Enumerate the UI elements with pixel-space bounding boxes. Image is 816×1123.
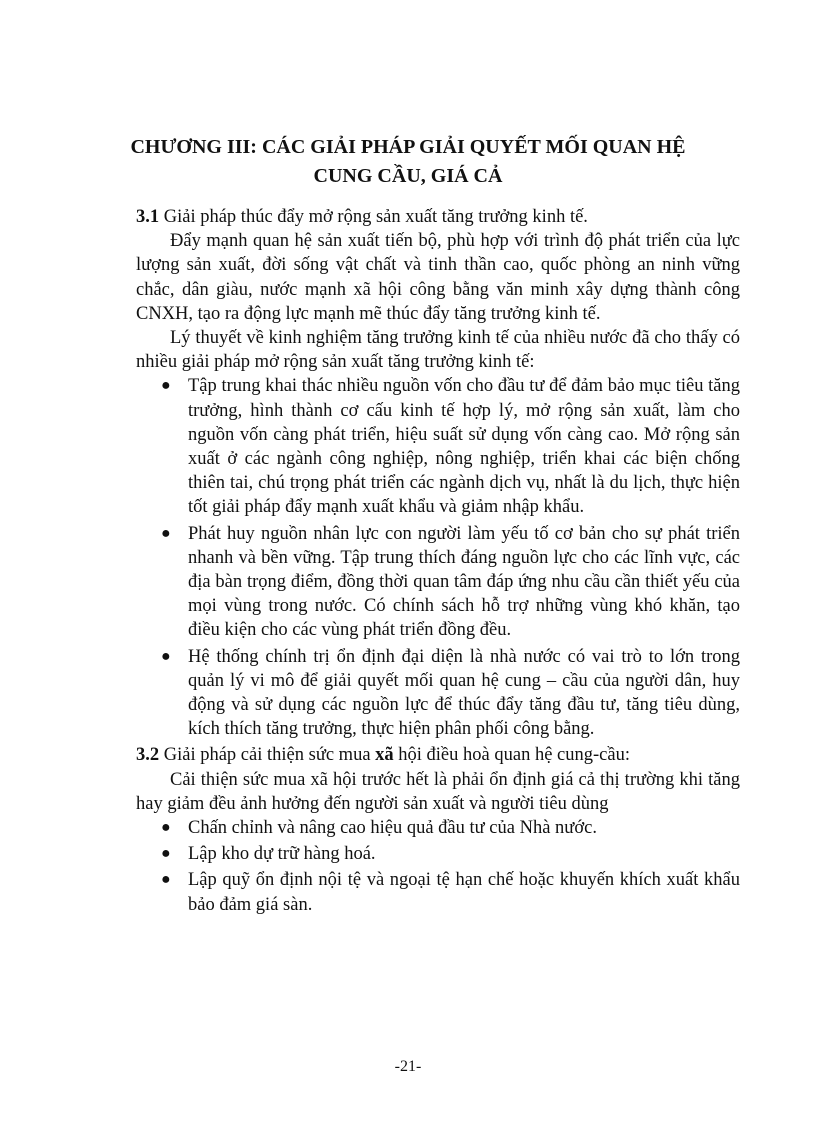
paragraph: Đẩy mạnh quan hệ sản xuất tiến bộ, phù hợp với trình độ phát triển của lực lượng sản xuất, đời sống vật chất và tinh thần cao, quốc phòng an ninh vững chắc, dân giàu, nước mạnh xã hội công bằng văn minh xây dựng thành công CNXH, tạo ra động lực mạnh mẽ thúc đẩy tăng trưởng kinh tế.	[136, 231, 740, 324]
section-number: 3.1	[136, 207, 160, 227]
list-item	[161, 842, 740, 866]
bullet-dot-icon: ●	[161, 819, 171, 837]
list-item-text: Lập kho dự trữ hàng hoá.	[188, 844, 376, 865]
list-item-text: Hệ thống chính trị ổn định đại diện là nhà nước có vai trò to lớn trong quản lý vi mô để giải quyết mối quan hệ cung – cầu của người dân, huy động và sử dụng các nguồn lực để thúc đẩy tăng đầu tư, tăng tiêu dùng, kích thích tăng trưởng, thực hiện phân phối công bằng.	[188, 646, 740, 740]
bullet-dot-icon: ●	[161, 524, 171, 542]
page-number: -21-	[394, 1058, 422, 1075]
section-heading-text: Giải pháp thúc đẩy mở rộng sản xuất tăng trưởng kinh tế.	[159, 207, 588, 227]
list-item-text: Chấn chỉnh và nâng cao hiệu quả đầu tư của Nhà nước.	[188, 818, 597, 839]
section-heading-bold-word: xã	[375, 745, 394, 766]
list-item	[161, 645, 740, 742]
list-item	[161, 816, 740, 840]
bullet-dot-icon: ●	[161, 871, 171, 889]
paragraph: Cải thiện sức mua xã hội trước hết là phải ổn định giá cả thị trường khi tăng hay giảm đều ảnh hưởng đến người sản xuất và người tiêu dùng	[136, 769, 740, 814]
bullet-dot-icon: ●	[161, 647, 171, 665]
section-heading-text: Giải pháp cải thiện sức mua	[159, 745, 376, 766]
list-item	[161, 868, 740, 916]
document-body	[136, 205, 740, 919]
list-item-text: Phát huy nguồn nhân lực con người làm yếu tố cơ bản cho sự phát triển nhanh và bền vững. Tập trung thích đáng nguồn lực cho các lĩnh vực, các địa bàn trọng điểm, đồng thời quan tâm đáp ứng nhu cầu cần thiết yếu của mọi vùng trong nước. Có chính sách hỗ trợ những vùng khó khăn, tạo điều kiện cho các vùng phát triển đồng đều.	[188, 523, 740, 641]
bullet-dot-icon: ●	[161, 845, 171, 863]
list-item	[161, 522, 740, 643]
bullet-list	[136, 374, 740, 741]
section-heading-text: hội điều hoà quan hệ cung-cầu:	[393, 745, 630, 766]
section-3-2-heading	[136, 743, 740, 767]
list-item-text: Lập quỹ ổn định nội tệ và ngoại tệ hạn chế hoặc khuyến khích xuất khẩu bảo đảm giá sàn.	[188, 870, 740, 915]
bullet-dot-icon: ●	[161, 377, 171, 395]
section-number: 3.2	[136, 745, 160, 766]
list-item	[161, 374, 740, 519]
chapter-title-line-2: CUNG CẦU, GIÁ CẢ	[313, 165, 503, 187]
paragraph: Lý thuyết về kinh nghiệm tăng trưởng kinh tế của nhiều nước đã cho thấy có nhiều giải pháp mở rộng sản xuất tăng trưởng kinh tế:	[136, 328, 740, 373]
list-item-text: Tập trung khai thác nhiều nguồn vốn cho đầu tư để đảm bảo mục tiêu tăng trưởng, hình thành cơ cấu kinh tế hợp lý, mở rộng sản xuất, làm cho nguồn vốn càng phát triển, hiệu suất sử dụng vốn càng cao. Mở rộng sản xuất ở các ngành công nghiệp, nông nghiệp, triển khai các biện chống thiên tai, chú trọng phát triển các ngành dịch vụ, nhất là du lịch, thực hiện tốt giải pháp đẩy mạnh xuất khẩu và giảm nhập khẩu.	[188, 376, 740, 518]
chapter-title	[100, 133, 716, 191]
section-3-1-heading	[136, 205, 740, 229]
chapter-title-line-1: CHƯƠNG III: CÁC GIẢI PHÁP GIẢI QUYẾT MỐI QUAN HỆ	[130, 136, 686, 158]
bullet-list	[136, 816, 740, 917]
